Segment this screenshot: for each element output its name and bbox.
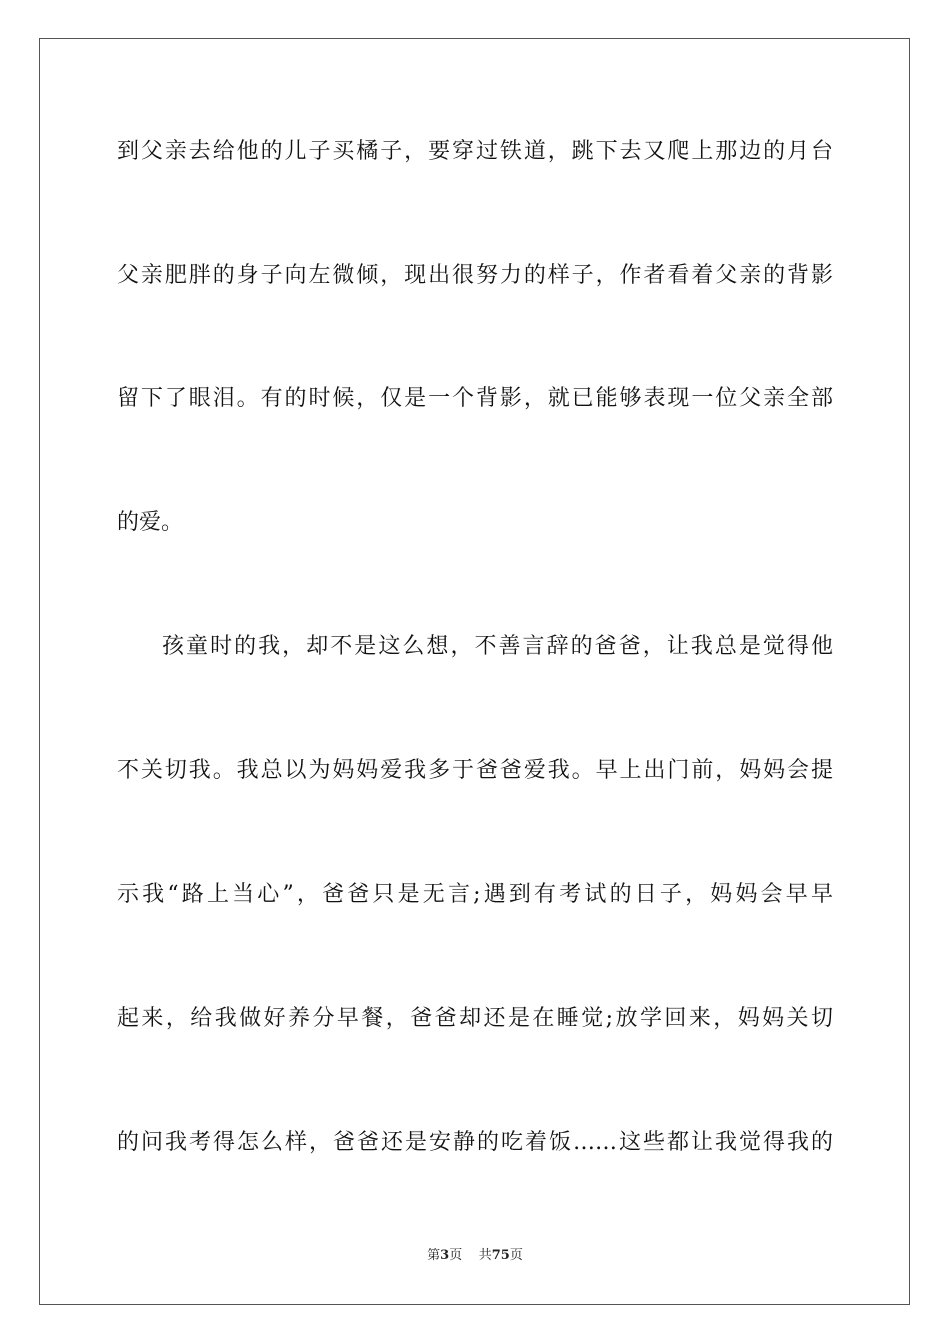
- total-pages: 75: [491, 1248, 510, 1263]
- paragraph-line-8: 起来，给我做好养分早餐，爸爸却还是在睡觉;放学回来，妈妈关切: [117, 1006, 833, 1031]
- paragraph-line-3: 留下了眼泪。有的时候，仅是一个背影，就已能够表现一位父亲全部: [117, 386, 833, 411]
- page-footer: [0, 1248, 950, 1264]
- paragraph-line-2: 父亲肥胖的身子向左微倾，现出很努力的样子，作者看着父亲的背影: [117, 263, 833, 288]
- total-label-suffix: 页: [509, 1248, 523, 1263]
- page-border: [39, 38, 910, 1305]
- paragraph-line-4: 的爱。: [117, 510, 184, 535]
- page-label-suffix: 页: [449, 1248, 463, 1263]
- page-label-prefix: 第: [427, 1248, 441, 1263]
- paragraph-line-1: 到父亲去给他的儿子买橘子，要穿过铁道，跳下去又爬上那边的月台: [117, 139, 833, 164]
- paragraph-line-6: 不关切我。我总以为妈妈爱我多于爸爸爱我。早上出门前，妈妈会提: [117, 758, 833, 783]
- page-number: 3: [440, 1248, 450, 1263]
- total-label-prefix: 共: [478, 1248, 492, 1263]
- paragraph-line-9: 的问我考得怎么样，爸爸还是安静的吃着饭……这些都让我觉得我的: [117, 1130, 833, 1155]
- paragraph-line-5: 孩童时的我，却不是这么想，不善言辞的爸爸，让我总是觉得他: [162, 634, 833, 659]
- paragraph-line-7: 示我“路上当心”，爸爸只是无言;遇到有考试的日子，妈妈会早早: [117, 882, 833, 907]
